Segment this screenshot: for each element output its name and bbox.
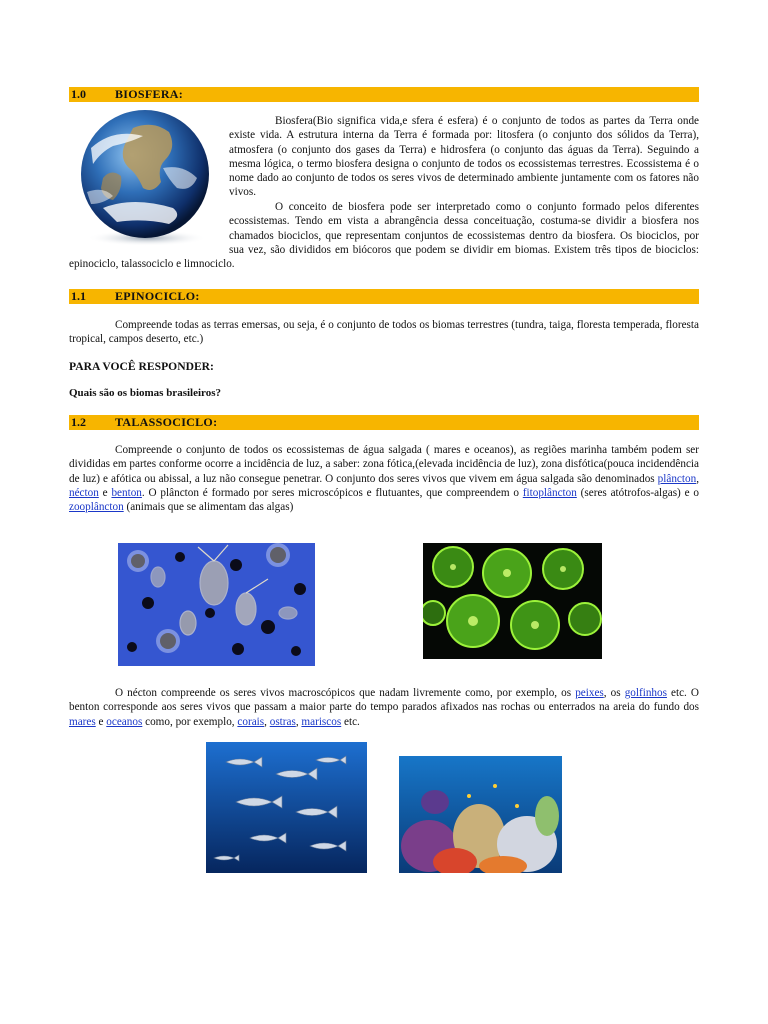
section-title: BIOSFERA: [115, 87, 184, 101]
talassociclo-text-c: e [98, 486, 112, 499]
necton-text-b: , os [603, 687, 625, 699]
talassociclo-text-b: , [696, 472, 699, 485]
zooplankton-image [118, 543, 315, 666]
coral-reef-image [399, 756, 562, 873]
biosfera-paragraph-1 [229, 114, 699, 200]
talassociclo-text-f: (animais que se alimentam das algas) [123, 501, 294, 514]
necton-text-c: etc. O benton corresponde aos seres vivos que passam a maior parte do tempo parados afixados nas rochas ou enterrados na areia do fundo dos [69, 687, 700, 714]
link-zooplancton[interactable]: zooplâncton [69, 501, 124, 514]
biosfera-text-2-visible: O conceito de biosfera pode ser interpretado como o conjunto formado pelos diferentes ecossistemas. Tendo em vista a abrangência dessa conceituação, costuma-se dividir a biosfera nos chamados biociclos, que representam conjuntos de ecossistemas dentro da biosfera. Os biociclos, por sua vez, são divididos em biócoros que podem se dividir em biomas. Existem três tipos de biociclos: epinociclo, talassociclo e limnociclo. [69, 201, 699, 271]
link-peixes[interactable]: peixes [575, 687, 604, 699]
link-corais[interactable]: corais [237, 715, 265, 728]
question-text: Quais são os biomas brasileiros? [69, 387, 221, 399]
necton-text-a: O nécton compreende os seres vivos macroscópicos que nadam livremente como, por exemplo, os [115, 687, 576, 699]
section-header-epinociclo [69, 289, 699, 304]
talassociclo-text-e: (seres atótrofos-algas) e o [576, 486, 699, 499]
necton-text-f: , [264, 715, 270, 728]
talassociclo-paragraph [69, 443, 699, 514]
necton-text-e: como, por exemplo, [142, 715, 238, 728]
talassociclo-text-d: . O plâncton é formado por seres microscópicos e flutuantes, que compreendem o [141, 486, 523, 499]
section-title: EPINOCICLO: [115, 289, 200, 303]
image-wrap-spacer [69, 200, 229, 257]
necton-paragraph [69, 686, 699, 729]
necton-text-g: , [295, 715, 302, 728]
fish-school-image [206, 742, 367, 873]
section-header-biosfera [69, 87, 699, 102]
link-ostras[interactable]: ostras [269, 715, 296, 728]
epinociclo-paragraph [69, 318, 699, 347]
section-number: 1.2 [71, 415, 86, 429]
biosfera-paragraph-2 [69, 200, 699, 271]
talassociclo-text-a: Compreende o conjunto de todos os ecossistemas de água salgada ( mares e oceanos), as regiões marinha também podem ser divididas em partes conforme ocorre a incidência de luz, a saber: zona fótica,(elevada incidência de luz), zona disfótica(pouca incidendência de luz) e afótica ou abissal, a luz não consegue penetrar. O conjunto dos seres vivos que vivem em água salgada são denominados [69, 444, 699, 485]
link-mariscos[interactable]: mariscos [301, 715, 342, 728]
link-golfinhos[interactable]: golfinhos [624, 687, 667, 699]
link-mares[interactable]: mares [69, 715, 96, 728]
phytoplankton-image [423, 543, 602, 659]
section-title: TALASSOCICLO: [115, 415, 218, 429]
section-number: 1.0 [71, 87, 86, 101]
necton-text-h: etc. [341, 715, 360, 728]
epinociclo-text: Compreende todas as terras emersas, ou seja, é o conjunto de todos os biomas terrestres (tundra, taiga, floresta temperada, floresta tropical, campos deserto, etc.) [69, 319, 699, 346]
link-oceanos[interactable]: oceanos [106, 715, 143, 728]
biosfera-text-1: Biosfera(Bio significa vida,e sfera é esfera) é o conjunto de todos as partes da Terra onde existe vida. A estrutura interna da Terra é formada por: litosfera (o conjunto dos sólidos da Terra), atmosfera (o conjunto dos gases da Terra) e hidrosfera (o conjunto das águas da Terra). Seguindo a mesma lógica, o termo biosfera designa o conjunto de todos os ecossistemas terrestres. Ecossistema é o nome dado ao conjunto de todos os seres vivos de determinado ambiente juntamente com os fatores não vivos. [229, 115, 699, 199]
necton-text-d: e [95, 715, 107, 728]
section-header-talassociclo [69, 415, 699, 430]
link-benton[interactable]: benton [111, 486, 142, 499]
link-necton[interactable]: nécton [69, 486, 99, 499]
link-fitoplancton[interactable]: fitoplâncton [522, 486, 577, 499]
section-number: 1.1 [71, 289, 86, 303]
link-plancton[interactable]: plâncton [657, 472, 697, 485]
question-heading: PARA VOCÊ RESPONDER: [69, 360, 214, 373]
